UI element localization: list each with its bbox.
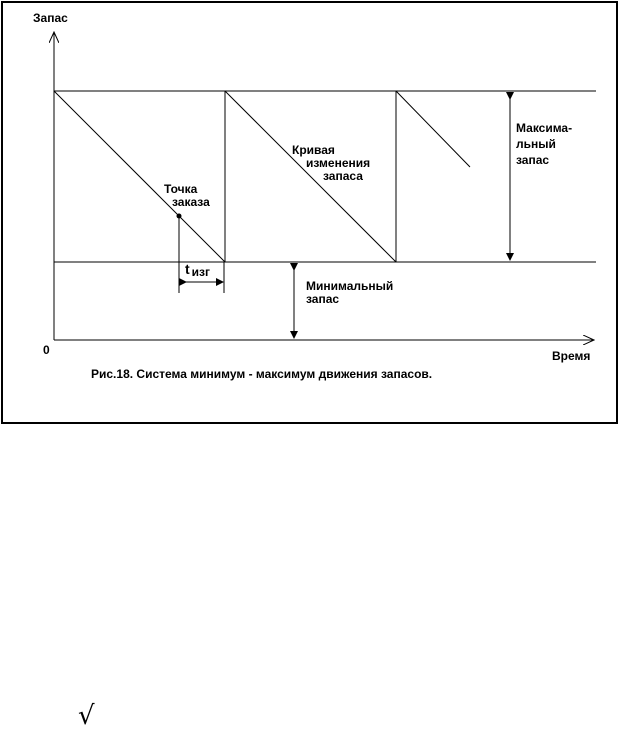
max-stock-label-line2: льный [516, 137, 556, 151]
reorder-point-label-line1: Точка [164, 182, 198, 196]
curve-label-line2: изменения [306, 156, 371, 170]
lead-time-label: t изг [185, 261, 211, 279]
min-stock-label-line1: Минимальный [306, 279, 394, 293]
max-stock-label-line3: запас [516, 153, 550, 167]
max-stock-label-line1: Максима- [516, 121, 573, 135]
stock-curve-segment-3 [396, 91, 470, 167]
origin-label: 0 [43, 343, 50, 357]
curve-label-line3: запаса [323, 169, 363, 183]
x-axis-label: Время [552, 349, 591, 363]
curve-label-line1: Кривая [292, 143, 335, 157]
min-stock-label-line2: запас [306, 292, 340, 306]
figure-caption: Рис.18. Система минимум - максимум движения запасов. [91, 367, 433, 381]
stock-curve-segment-1 [54, 91, 225, 262]
y-axis-label: Запас [33, 11, 68, 25]
stock-curve-segment-2 [225, 91, 396, 262]
sqrt-symbol: √ [78, 701, 95, 731]
reorder-point-label-line2: заказа [172, 195, 210, 209]
